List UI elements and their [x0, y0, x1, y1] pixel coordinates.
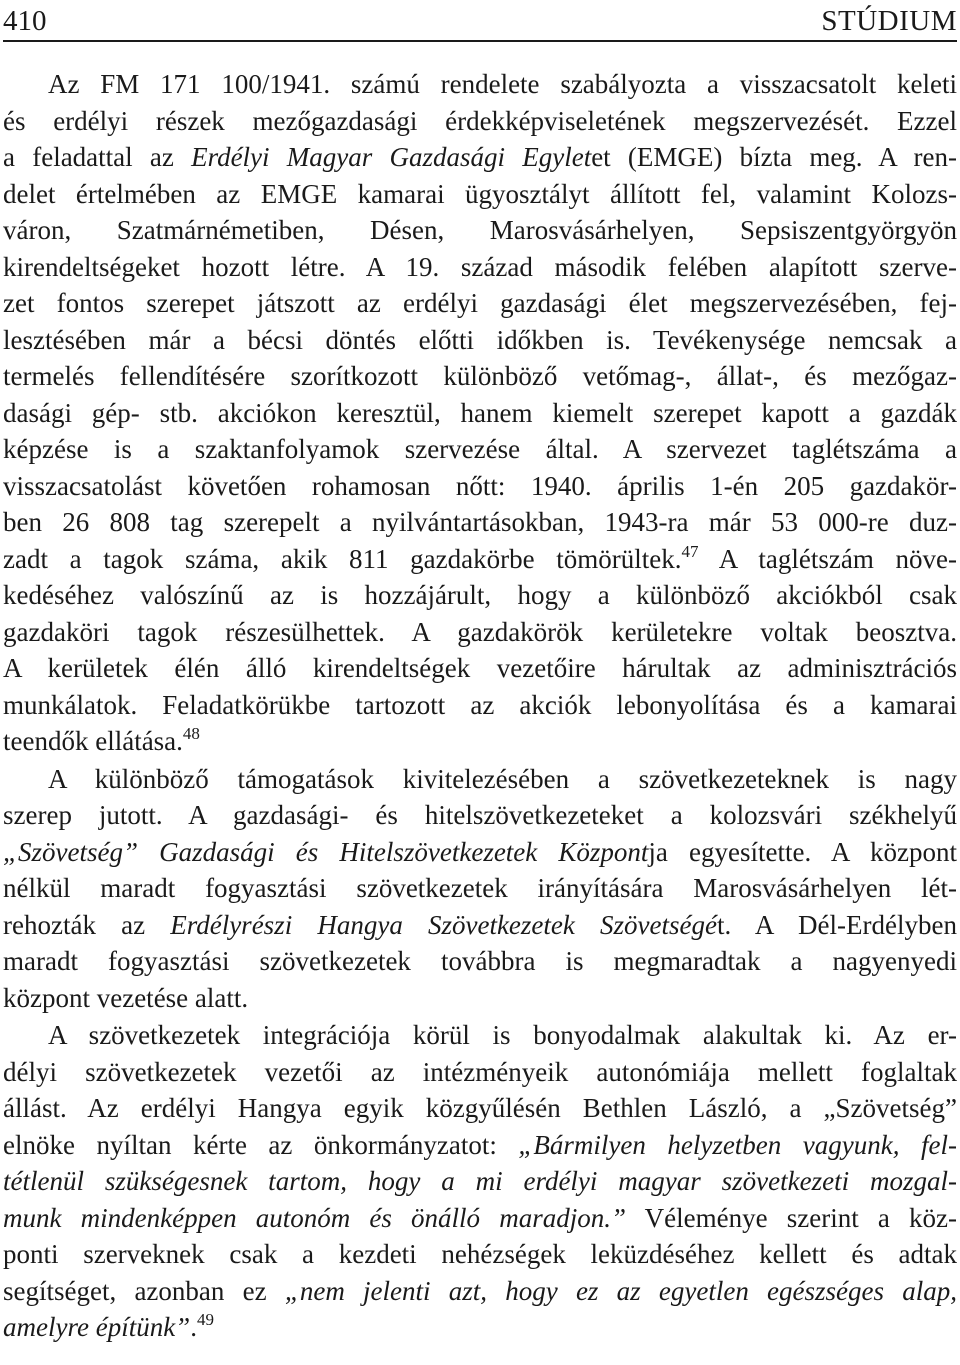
text-segment: lesztésében már a bécsi döntés előtti időkben is. Tevékenysége nemcsak a — [3, 324, 957, 355]
text-line — [3, 103, 957, 140]
text-line — [3, 1200, 957, 1237]
text-segment: t. A Dél-Erdélyben — [716, 909, 957, 940]
text-line — [3, 907, 957, 944]
text-line — [3, 1309, 957, 1346]
text-segment: a feladattal az — [3, 142, 192, 172]
body-text — [3, 66, 957, 1346]
text-line — [3, 431, 957, 468]
text-line — [3, 723, 957, 760]
italic-text: „Bármilyen helyzetben vagyunk, fel- — [518, 1129, 957, 1160]
text-segment: és erdélyi részek mezőgazdasági érdekképviseletének megszervezését. Ezzel — [3, 105, 957, 136]
text-segment: A kerületek élén álló kirendeltségek vezetőire hárultak az adminisztrációs — [3, 653, 957, 683]
text-line — [3, 212, 957, 249]
running-title: STÚDIUM — [821, 5, 957, 37]
text-line — [3, 797, 957, 834]
text-segment: A különböző támogatások kivitelezésében a szövetkezeteknek is nagy — [48, 763, 957, 794]
text-line — [3, 322, 957, 359]
text-segment: maradt fogyasztási szövetkezetek továbbra is megmaradtak a nagyenyedi — [3, 946, 957, 976]
text-segment: Véleménye szerint a köz- — [625, 1202, 957, 1233]
text-segment: zadt a tagok száma, akik 811 gazdakörbe tömörültek. — [3, 543, 682, 574]
text-line — [3, 650, 957, 687]
text-segment: központ vezetése alatt. — [3, 982, 249, 1013]
text-segment: munkálatok. Feladatkörükbe tartozott az akciók lebonyolítása és a kamarai — [3, 689, 957, 720]
paragraph — [3, 761, 957, 1017]
text-line — [3, 980, 957, 1017]
text-segment: rehozták az — [3, 909, 171, 940]
text-segment: elnöke nyíltan kérte az önkormányzatot: — [3, 1129, 519, 1160]
text-segment: gazdaköri tagok részesülhettek. A gazdakörök kerületekre voltak beosztva. — [3, 616, 957, 647]
page-header — [3, 2, 957, 42]
text-segment: delet értelmében az EMGE kamarai ügyosztályt állított fel, valamint Kolozs- — [3, 178, 957, 209]
text-segment: kirendeltségeket hozott létre. A 19. század második felében alapított szerve- — [3, 251, 957, 282]
text-line — [3, 139, 957, 176]
text-segment: ponti szerveknek csak a kezdeti nehézségek leküzdéséhez kellett és adtak — [3, 1239, 957, 1269]
text-line — [3, 358, 957, 395]
italic-text: „nem jelenti azt, hogy ez az egyetlen egészséges alap, — [284, 1275, 958, 1306]
text-line — [3, 577, 957, 614]
text-segment: teendők ellátása. — [3, 726, 183, 756]
text-line — [3, 66, 957, 103]
text-line — [3, 1163, 957, 1200]
footnote-ref: 47 — [681, 541, 699, 561]
text-segment: kedéséhez valószínű az is hozzájárult, hogy a különböző akciókból csak — [3, 580, 957, 610]
text-line — [3, 614, 957, 651]
italic-text: amelyre építünk” — [3, 1312, 191, 1342]
text-segment: A szövetkezetek integrációja körül is bonyodalmak alakultak ki. Az er- — [48, 1020, 957, 1050]
paragraph — [3, 1017, 957, 1346]
italic-text: tétlenül szükségesnek tartom, hogy a mi erdélyi magyar szövetkezeti mozgal- — [3, 1166, 957, 1196]
italic-text: „Szövetség” Gazdasági és Hitelszövetkezetek Központ — [3, 836, 649, 867]
text-segment: Az FM 171 100/1941. számú rendelete szabályozta a visszacsatolt keleti — [48, 69, 957, 99]
text-segment: segítséget, azonban ez — [3, 1275, 285, 1306]
text-line — [3, 285, 957, 322]
text-line — [3, 1127, 957, 1164]
text-segment: állást. Az erdélyi Hangya egyik közgyűlésén Bethlen László, a „Szövetség” — [3, 1093, 957, 1123]
italic-text: Erdélyrészi Hangya Szövetkezetek Szövetségé — [170, 909, 717, 940]
text-segment: képzése is a szaktanfolyamok szervezése által. A szervezet taglétszáma a — [3, 434, 957, 464]
italic-text: Erdélyi Magyar Gazdasági Egylet — [191, 142, 592, 172]
text-line — [3, 943, 957, 980]
text-line — [3, 249, 957, 286]
text-line — [3, 1054, 957, 1091]
text-segment: délyi szövetkezetek vezetői az intézményeik autonómiája mellett foglaltak — [3, 1056, 957, 1087]
footnote-ref: 49 — [196, 1310, 214, 1329]
text-line — [3, 1090, 957, 1127]
text-segment: termelés fellendítésére szorítkozott különböző vetőmag-, állat-, és mezőgaz- — [3, 361, 957, 391]
text-line — [3, 687, 957, 724]
text-segment: et (EMGE) bízta meg. A ren- — [591, 142, 957, 172]
text-segment: ja egyesítette. A központ — [648, 836, 957, 867]
text-line — [3, 468, 957, 505]
footnote-ref: 48 — [182, 724, 200, 743]
text-segment: A taglétszám növe- — [698, 543, 957, 574]
text-line — [3, 1017, 957, 1054]
text-line — [3, 541, 957, 578]
text-segment: ben 26 808 tag szerepelt a nyilvántartásokban, 1943-ra már 53 000-re duz- — [3, 507, 957, 537]
text-segment: dasági gép- stb. akciókon keresztül, hanem kiemelt szerepet kapott a gazdák — [3, 397, 957, 428]
text-line — [3, 176, 957, 213]
text-segment: visszacsatolást követően rohamosan nőtt: 1940. április 1-én 205 gazdakör- — [3, 470, 957, 501]
text-segment: zet fontos szerepet játszott az erdélyi gazdasági élet megszervezésében, fej- — [3, 288, 957, 318]
text-line — [3, 504, 957, 541]
text-segment: váron, Szatmárnémetiben, Désen, Marosvásárhelyen, Sepsiszentgyörgyön — [3, 215, 957, 245]
text-segment: nélkül maradt fogyasztási szövetkezetek irányítására Marosvásárhelyen lét- — [3, 873, 957, 903]
text-line — [3, 834, 957, 871]
text-line — [3, 1236, 957, 1273]
italic-text: munk mindenképpen autonóm és önálló maradjon.” — [3, 1202, 626, 1233]
page-number: 410 — [3, 5, 47, 37]
paragraph — [3, 66, 957, 760]
text-line — [3, 1273, 957, 1310]
text-line — [3, 870, 957, 907]
text-line — [3, 395, 957, 432]
text-line — [3, 761, 957, 798]
text-segment: . — [190, 1312, 197, 1342]
text-segment: szerep jutott. A gazdasági- és hitelszövetkezeteket a kolozsvári székhelyű — [3, 800, 957, 830]
